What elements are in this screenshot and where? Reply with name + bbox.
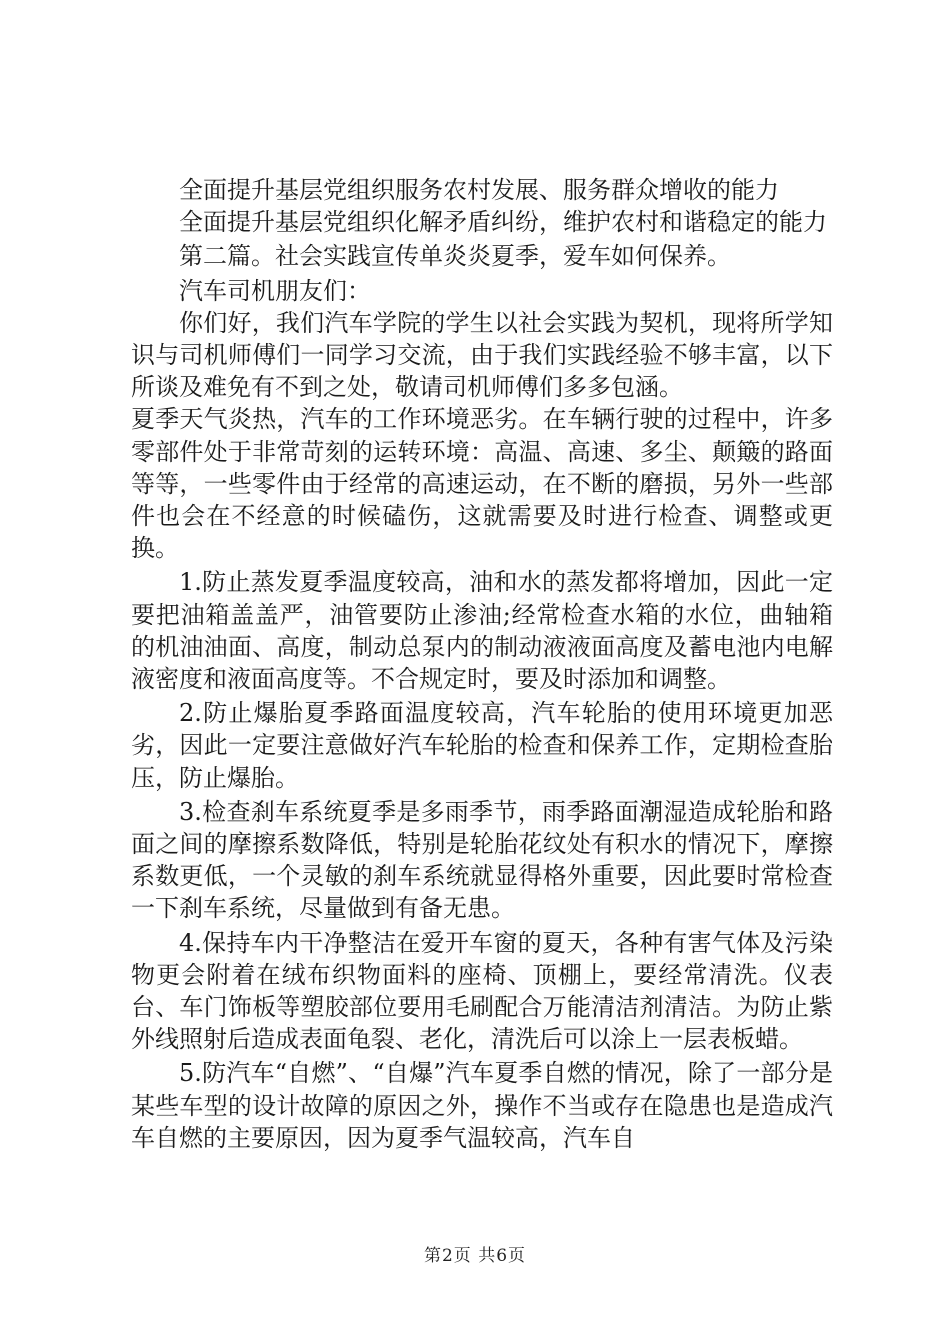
- tip-5-combustion: 5.防汽车“自燃”、“自爆”汽车夏季自燃的情况，除了一部分是某些车型的设计故障的原因之外，操作不当或存在隐患也是造成汽车自燃的主要原因，因为夏季气温较高，汽车自: [131, 1059, 833, 1152]
- paragraph-capability-1: 全面提升基层党组织服务农村发展、服务群众增收的能力: [179, 176, 779, 204]
- tip-4-clean: 4.保持车内干净整洁在爱开车窗的夏天，各种有害气体及污染物更会附着在绒布织物面料的座椅、顶棚上，要经常清洗。仪表台、车门饰板等塑胶部位要用毛刷配合万能清洁剂清洁。为防止紫外线照射后造成表面龟裂、老化，清洗后可以涂上一层表板蜡。: [131, 928, 833, 1054]
- document-body: [131, 174, 833, 1154]
- tip-2-tire: 2.防止爆胎夏季路面温度较高，汽车轮胎的使用环境更加恶劣，因此一定要注意做好汽车轮胎的检查和保养工作，定期检查胎压，防止爆胎。: [131, 699, 833, 792]
- paragraph-capability-2: 全面提升基层党组织化解矛盾纠纷，维护农村和谐稳定的能力: [179, 208, 827, 237]
- page-number: 第2页 共6页: [423, 1246, 527, 1266]
- tip-3-brake: 3.检查刹车系统夏季是多雨季节，雨季路面潮湿造成轮胎和路面之间的摩擦系数降低，特别是轮胎花纹处有积水的情况下，摩擦系数更低，一个灵敏的刹车系统就显得格外重要，因此要时常检查一下刹车系统，尽量做到有备无患。: [131, 797, 833, 923]
- salutation: 汽车司机朋友们：: [179, 276, 371, 305]
- paragraph-greeting: 你们好，我们汽车学院的学生以社会实践为契机，现将所学知识与司机师傅们一同学习交流，由于我们实践经验不够丰富，以下所谈及难免有不到之处，敬请司机师傅们多多包涵。: [131, 308, 833, 402]
- tip-1-evaporation: 1.防止蒸发夏季温度较高，油和水的蒸发都将增加，因此一定要把油箱盖盖严，油管要防止渗油;经常检查水箱的水位，曲轴箱的机油油面、高度，制动总泵内的制动液液面高度及蓄电池内电解液密度和液面高度等。不合规定时，要及时添加和调整。: [131, 568, 833, 694]
- section-title: 第二篇。社会实践宣传单炎炎夏季，爱车如何保养。: [179, 242, 731, 271]
- paragraph-summer-intro: 夏季天气炎热，汽车的工作环境恶劣。在车辆行驶的过程中，许多零部件处于非常苛刻的运转环境：高温、高速、多尘、颠簸的路面等等，一些零件由于经常的高速运动，在不断的磨损，另外一些部件也会在不经意的时候磕伤，这就需要及时进行检查、调整或更换。: [131, 405, 833, 563]
